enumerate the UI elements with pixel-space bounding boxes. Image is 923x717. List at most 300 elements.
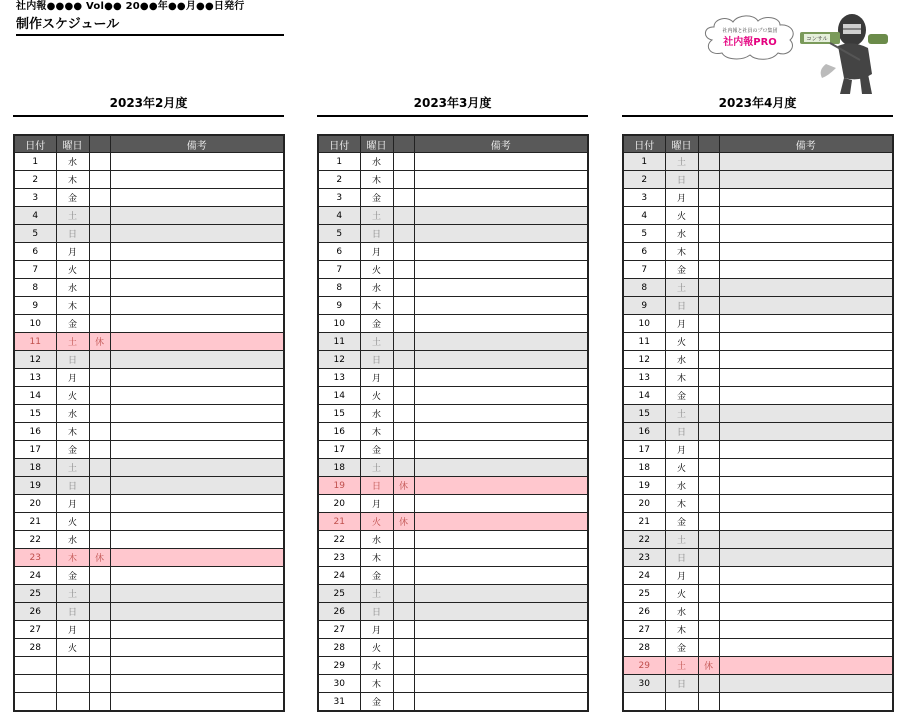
notes-cell	[719, 585, 893, 603]
weekday-cell: 土	[665, 657, 698, 675]
holiday-cell	[89, 423, 110, 441]
weekday-cell	[665, 693, 698, 712]
calendar-row	[623, 189, 893, 207]
calendar-row	[318, 657, 588, 675]
calendar-row	[318, 585, 588, 603]
notes-cell	[110, 603, 284, 621]
notes-cell	[110, 279, 284, 297]
col-header-date: 日付	[318, 135, 360, 153]
weekday-cell: 日	[665, 549, 698, 567]
notes-cell	[110, 315, 284, 333]
date-cell: 22	[623, 531, 665, 549]
holiday-cell	[393, 423, 414, 441]
date-cell: 1	[14, 153, 56, 171]
notes-cell	[719, 351, 893, 369]
holiday-cell	[89, 657, 110, 675]
holiday-cell	[698, 621, 719, 639]
notes-cell	[719, 549, 893, 567]
date-cell: 27	[623, 621, 665, 639]
date-cell: 5	[623, 225, 665, 243]
weekday-cell: 金	[665, 513, 698, 531]
weekday-cell: 月	[360, 369, 393, 387]
holiday-cell	[698, 675, 719, 693]
date-cell: 20	[318, 495, 360, 513]
notes-cell	[719, 261, 893, 279]
calendar-row	[14, 441, 284, 459]
weekday-cell: 土	[665, 153, 698, 171]
notes-cell	[110, 549, 284, 567]
holiday-cell	[698, 369, 719, 387]
weekday-cell: 月	[56, 369, 89, 387]
month-title-rule	[13, 115, 284, 117]
weekday-cell: 月	[56, 495, 89, 513]
calendar-row	[623, 171, 893, 189]
notes-cell	[719, 171, 893, 189]
weekday-cell: 土	[56, 207, 89, 225]
weekday-cell: 水	[360, 405, 393, 423]
holiday-cell	[393, 351, 414, 369]
holiday-cell	[89, 189, 110, 207]
date-cell: 15	[318, 405, 360, 423]
calendar-row	[623, 441, 893, 459]
weekday-cell: 土	[56, 333, 89, 351]
notes-cell	[110, 495, 284, 513]
notes-cell	[414, 459, 588, 477]
date-cell: 2	[14, 171, 56, 189]
calendar-row	[318, 207, 588, 225]
date-cell: 16	[623, 423, 665, 441]
notes-cell	[110, 657, 284, 675]
date-cell: 18	[623, 459, 665, 477]
holiday-cell	[698, 225, 719, 243]
notes-cell	[719, 189, 893, 207]
date-cell: 22	[14, 531, 56, 549]
date-cell: 10	[623, 315, 665, 333]
date-cell: 29	[318, 657, 360, 675]
weekday-cell: 土	[360, 333, 393, 351]
calendar-row	[623, 693, 893, 712]
notes-cell	[719, 459, 893, 477]
date-cell: 22	[318, 531, 360, 549]
date-cell: 4	[623, 207, 665, 225]
date-cell: 28	[318, 639, 360, 657]
weekday-cell: 木	[56, 549, 89, 567]
calendar-row	[318, 495, 588, 513]
calendar-row	[14, 423, 284, 441]
holiday-cell	[89, 459, 110, 477]
col-header-holiday	[89, 135, 110, 153]
weekday-cell: 火	[360, 639, 393, 657]
weekday-cell: 月	[56, 621, 89, 639]
notes-cell	[719, 315, 893, 333]
weekday-cell: 日	[665, 423, 698, 441]
holiday-cell	[698, 333, 719, 351]
calendar-row	[14, 351, 284, 369]
weekday-cell: 水	[360, 657, 393, 675]
calendar-row	[14, 567, 284, 585]
date-cell: 21	[318, 513, 360, 531]
notes-cell	[110, 261, 284, 279]
date-cell: 8	[14, 279, 56, 297]
weekday-cell: 木	[665, 495, 698, 513]
calendar-row	[318, 531, 588, 549]
date-cell: 10	[318, 315, 360, 333]
weekday-cell: 水	[665, 225, 698, 243]
date-cell: 3	[623, 189, 665, 207]
holiday-cell	[698, 261, 719, 279]
col-header-date: 日付	[14, 135, 56, 153]
weekday-cell: 火	[665, 333, 698, 351]
date-cell: 17	[14, 441, 56, 459]
calendar-row	[623, 369, 893, 387]
calendar-row	[623, 423, 893, 441]
weekday-cell: 火	[56, 639, 89, 657]
holiday-cell	[698, 207, 719, 225]
notes-cell	[414, 477, 588, 495]
weekday-cell: 月	[360, 243, 393, 261]
month-block-february	[13, 96, 284, 117]
date-cell: 11	[318, 333, 360, 351]
month-title: 2023年4月度	[718, 96, 797, 110]
date-cell: 13	[623, 369, 665, 387]
weekday-cell: 金	[360, 189, 393, 207]
holiday-cell	[89, 297, 110, 315]
notes-cell	[414, 675, 588, 693]
holiday-cell	[698, 351, 719, 369]
holiday-cell	[89, 531, 110, 549]
holiday-cell	[393, 189, 414, 207]
date-cell: 16	[318, 423, 360, 441]
date-cell: 19	[14, 477, 56, 495]
notes-cell	[414, 567, 588, 585]
calendar-row	[14, 333, 284, 351]
date-cell: 14	[318, 387, 360, 405]
title-underline	[16, 34, 284, 36]
notes-cell	[719, 531, 893, 549]
holiday-cell	[393, 297, 414, 315]
calendar-row	[14, 405, 284, 423]
calendar-row	[14, 189, 284, 207]
holiday-cell	[698, 495, 719, 513]
calendar-row	[14, 657, 284, 675]
weekday-cell: 木	[56, 171, 89, 189]
holiday-cell	[89, 153, 110, 171]
calendar-row	[623, 531, 893, 549]
holiday-cell	[393, 495, 414, 513]
weekday-cell	[56, 693, 89, 712]
holiday-cell	[393, 441, 414, 459]
weekday-cell: 日	[56, 603, 89, 621]
calendar-row	[318, 621, 588, 639]
date-cell: 24	[318, 567, 360, 585]
holiday-cell	[89, 315, 110, 333]
notes-cell	[719, 153, 893, 171]
weekday-cell: 火	[56, 261, 89, 279]
notes-cell	[719, 387, 893, 405]
issue-line: 社内報●●●● Vol●● 20●●年●●月●●日発行	[16, 1, 245, 12]
date-cell: 14	[623, 387, 665, 405]
holiday-cell	[698, 585, 719, 603]
weekday-cell: 金	[360, 441, 393, 459]
date-cell: 27	[14, 621, 56, 639]
notes-cell	[414, 495, 588, 513]
holiday-cell	[89, 261, 110, 279]
notes-cell	[414, 279, 588, 297]
weekday-cell: 金	[56, 567, 89, 585]
col-header-notes: 備考	[110, 135, 284, 153]
holiday-cell	[393, 585, 414, 603]
calendar-row	[318, 441, 588, 459]
holiday-cell	[698, 405, 719, 423]
notes-cell	[110, 153, 284, 171]
col-header-weekday: 曜日	[56, 135, 89, 153]
notes-cell	[719, 441, 893, 459]
holiday-cell	[698, 171, 719, 189]
col-header-holiday	[698, 135, 719, 153]
calendar-row	[623, 315, 893, 333]
weekday-cell: 土	[360, 459, 393, 477]
date-cell: 29	[623, 657, 665, 675]
date-cell: 19	[318, 477, 360, 495]
calendar-row	[623, 459, 893, 477]
holiday-cell	[393, 333, 414, 351]
calendar-row	[318, 171, 588, 189]
date-cell	[14, 657, 56, 675]
calendar-row	[623, 351, 893, 369]
notes-cell	[110, 171, 284, 189]
notes-cell	[414, 171, 588, 189]
notes-cell	[110, 675, 284, 693]
weekday-cell: 水	[665, 351, 698, 369]
weekday-cell: 土	[665, 279, 698, 297]
weekday-cell: 木	[665, 621, 698, 639]
calendar-row	[318, 369, 588, 387]
holiday-cell	[89, 621, 110, 639]
notes-cell	[414, 693, 588, 712]
weekday-cell: 水	[360, 279, 393, 297]
date-cell: 8	[623, 279, 665, 297]
holiday-cell	[393, 243, 414, 261]
date-cell: 18	[318, 459, 360, 477]
weekday-cell: 木	[56, 297, 89, 315]
weekday-cell: 金	[56, 315, 89, 333]
holiday-cell	[393, 279, 414, 297]
weekday-cell: 金	[665, 261, 698, 279]
calendar-row	[623, 405, 893, 423]
notes-cell	[414, 531, 588, 549]
date-cell: 25	[14, 585, 56, 603]
calendar-row	[318, 333, 588, 351]
notes-cell	[719, 639, 893, 657]
holiday-cell	[393, 459, 414, 477]
date-cell: 28	[623, 639, 665, 657]
holiday-cell	[393, 405, 414, 423]
company-logo	[700, 12, 800, 62]
weekday-cell: 木	[56, 423, 89, 441]
notes-cell	[110, 639, 284, 657]
logo-tagline: 社内報と社員のプロ集団	[722, 28, 778, 34]
notes-cell	[414, 423, 588, 441]
date-cell: 12	[14, 351, 56, 369]
calendar-row	[14, 279, 284, 297]
notes-cell	[110, 387, 284, 405]
notes-cell	[719, 243, 893, 261]
notes-cell	[110, 459, 284, 477]
notes-cell	[414, 585, 588, 603]
notes-cell	[414, 189, 588, 207]
date-cell: 26	[623, 603, 665, 621]
notes-cell	[414, 621, 588, 639]
notes-cell	[719, 693, 893, 712]
holiday-cell	[393, 639, 414, 657]
date-cell: 11	[623, 333, 665, 351]
weekday-cell: 月	[360, 621, 393, 639]
date-cell: 21	[14, 513, 56, 531]
calendar-row	[14, 477, 284, 495]
holiday-cell	[698, 441, 719, 459]
calendar-row	[14, 585, 284, 603]
holiday-cell	[393, 621, 414, 639]
notes-cell	[719, 333, 893, 351]
weekday-cell: 土	[56, 459, 89, 477]
notes-cell	[414, 225, 588, 243]
calendar-row	[318, 405, 588, 423]
calendar-row	[14, 693, 284, 712]
weekday-cell: 木	[665, 243, 698, 261]
calendar-row	[318, 153, 588, 171]
weekday-cell: 月	[665, 315, 698, 333]
date-cell: 18	[14, 459, 56, 477]
notes-cell	[719, 423, 893, 441]
holiday-cell	[89, 243, 110, 261]
date-cell: 19	[623, 477, 665, 495]
weekday-cell: 土	[360, 207, 393, 225]
weekday-cell: 水	[665, 477, 698, 495]
holiday-cell	[393, 153, 414, 171]
calendar-row	[623, 333, 893, 351]
calendar-row	[14, 603, 284, 621]
calendar-row	[318, 675, 588, 693]
weekday-cell: 水	[360, 531, 393, 549]
weekday-cell: 月	[665, 441, 698, 459]
holiday-cell	[698, 243, 719, 261]
date-cell: 26	[318, 603, 360, 621]
date-cell: 7	[14, 261, 56, 279]
date-cell: 14	[14, 387, 56, 405]
holiday-cell	[89, 585, 110, 603]
weekday-cell: 木	[360, 297, 393, 315]
weekday-cell: 水	[56, 405, 89, 423]
notes-cell	[719, 369, 893, 387]
notes-cell	[110, 405, 284, 423]
weekday-cell: 日	[56, 351, 89, 369]
col-header-notes: 備考	[719, 135, 893, 153]
notes-cell	[414, 513, 588, 531]
calendar-table-april	[622, 134, 894, 712]
notes-cell	[719, 297, 893, 315]
notes-cell	[414, 657, 588, 675]
date-cell: 4	[14, 207, 56, 225]
notes-cell	[719, 603, 893, 621]
notes-cell	[414, 387, 588, 405]
holiday-cell	[393, 531, 414, 549]
calendar-row	[318, 351, 588, 369]
month-title-rule	[317, 115, 588, 117]
date-cell: 6	[623, 243, 665, 261]
weekday-cell: 火	[360, 261, 393, 279]
calendar-row	[318, 315, 588, 333]
calendar-row	[318, 603, 588, 621]
holiday-cell	[698, 423, 719, 441]
date-cell: 9	[623, 297, 665, 315]
weekday-cell: 金	[665, 387, 698, 405]
page-title: 制作スケジュール	[16, 17, 120, 32]
holiday-cell	[393, 657, 414, 675]
weekday-cell: 火	[665, 585, 698, 603]
col-header-holiday	[393, 135, 414, 153]
weekday-cell: 木	[360, 423, 393, 441]
holiday-cell	[393, 675, 414, 693]
weekday-cell: 火	[665, 459, 698, 477]
notes-cell	[414, 369, 588, 387]
calendar-row	[14, 513, 284, 531]
calendar-row	[623, 639, 893, 657]
notes-cell	[719, 513, 893, 531]
weekday-cell: 土	[56, 585, 89, 603]
calendar-row	[14, 621, 284, 639]
holiday-cell	[89, 225, 110, 243]
notes-cell	[414, 297, 588, 315]
holiday-cell	[393, 387, 414, 405]
date-cell: 21	[623, 513, 665, 531]
month-title-rule	[622, 115, 893, 117]
logo-name: 社内報PRO	[723, 37, 777, 48]
date-cell: 1	[623, 153, 665, 171]
weekday-cell: 水	[56, 279, 89, 297]
col-header-weekday: 曜日	[360, 135, 393, 153]
calendar-row	[14, 243, 284, 261]
calendar-row	[623, 567, 893, 585]
notes-cell	[110, 225, 284, 243]
calendar-row	[623, 675, 893, 693]
holiday-cell	[89, 441, 110, 459]
date-cell: 11	[14, 333, 56, 351]
calendar-row	[623, 549, 893, 567]
notes-cell	[414, 261, 588, 279]
weekday-cell: 火	[56, 387, 89, 405]
date-cell: 23	[623, 549, 665, 567]
holiday-cell	[89, 603, 110, 621]
calendar-row	[623, 387, 893, 405]
calendar-row	[318, 225, 588, 243]
weekday-cell: 火	[360, 513, 393, 531]
date-cell: 16	[14, 423, 56, 441]
holiday-cell	[698, 549, 719, 567]
date-cell: 17	[623, 441, 665, 459]
calendar-row	[14, 153, 284, 171]
calendar-row	[318, 693, 588, 712]
date-cell: 6	[14, 243, 56, 261]
holiday-cell	[698, 693, 719, 712]
col-header-notes: 備考	[414, 135, 588, 153]
calendar-row	[318, 297, 588, 315]
holiday-cell	[393, 171, 414, 189]
date-cell: 30	[318, 675, 360, 693]
weekday-cell: 水	[665, 603, 698, 621]
holiday-cell: 休	[393, 513, 414, 531]
notes-cell	[110, 351, 284, 369]
notes-cell	[110, 567, 284, 585]
